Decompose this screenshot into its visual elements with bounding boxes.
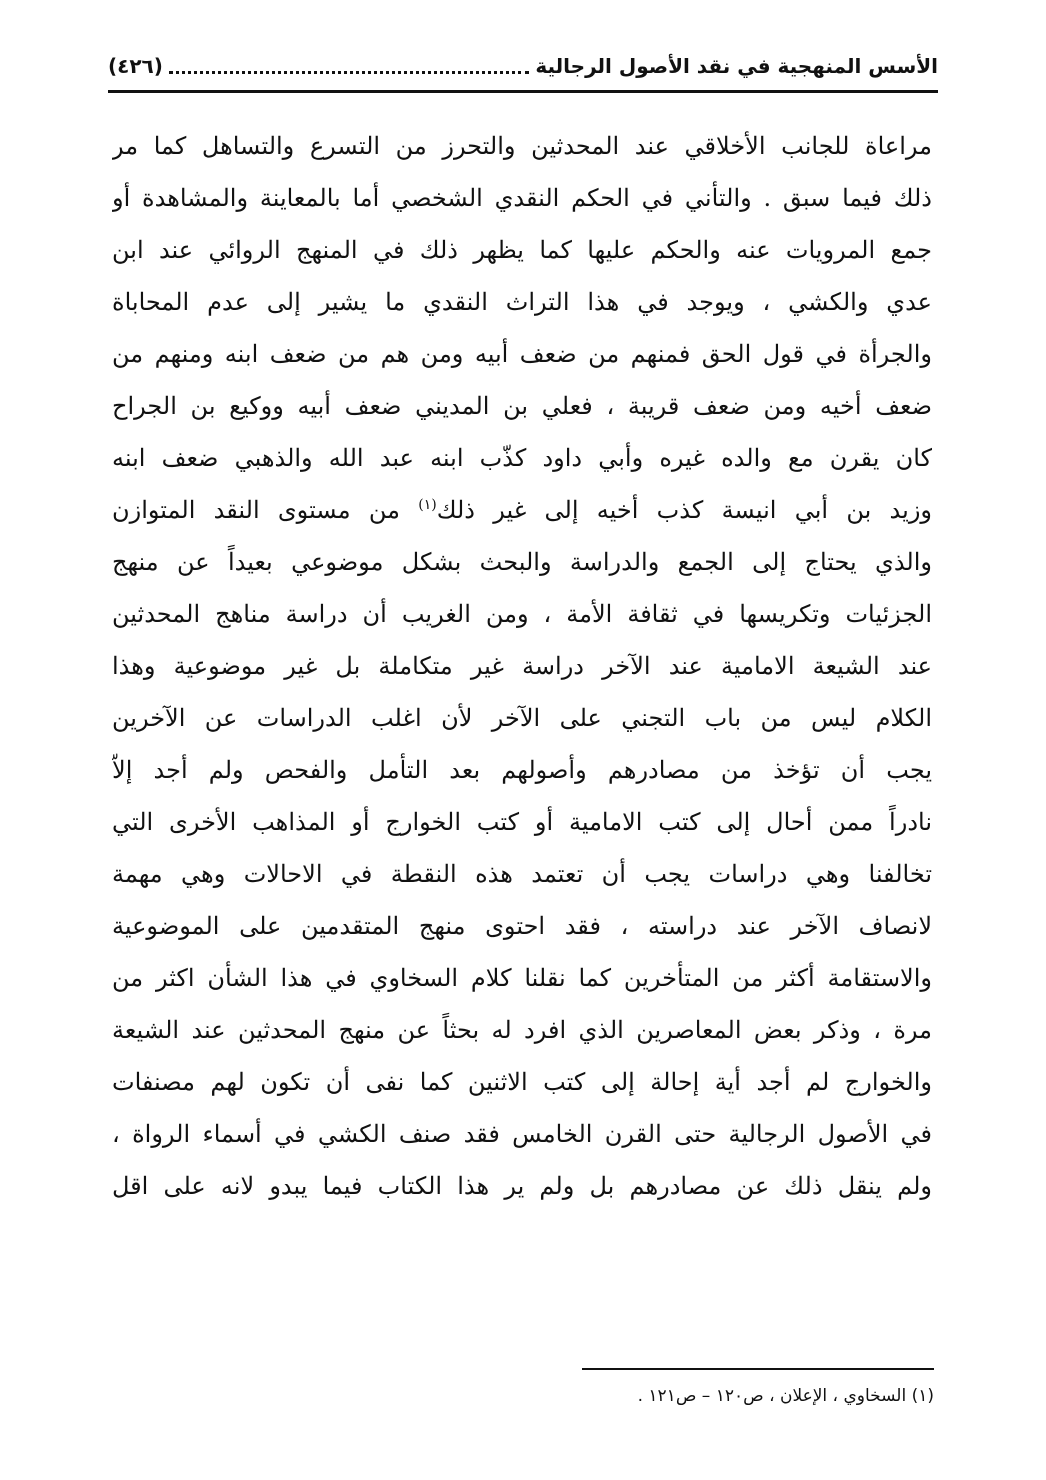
text-line-8-end: من مستوى النقد المتوازن: [112, 496, 400, 524]
text-line-19: والخوارج لم أجد أية إحالة إلى كتب الاثنين كما نفى أن تكون لهم مصنفات: [112, 1068, 932, 1096]
footnote: (١) السخاوي ، الإعلان ، ص١٢٠ – ص١٢١ .: [637, 1386, 934, 1406]
text-line-13: يجب أن تؤخذ من مصادرهم وأصولهم بعد التأمل والفحص ولم أجد إلاّ: [112, 756, 932, 784]
text-line-2: ذلك فيما سبق . والتأني في الحكم النقدي الشخصي أما بالمعاينة والمشاهدة أو: [112, 184, 932, 212]
text-line-6: ضعف أخيه ومن ضعف قريبة ، فعلي بن المديني ضعف أبيه ووكيع بن الجراح: [112, 392, 932, 420]
text-line-20: في الأصول الرجالية حتى القرن الخامس فقد صنف الكشي في أسماء الرواة ،: [112, 1120, 932, 1148]
text-line-9: والذي يحتاج إلى الجمع والدراسة والبحث بشكل موضوعي بعيداً عن منهج: [112, 548, 932, 576]
text-line-7: كان يقرن مع والده غيره وأبي داود كذّب ابنه عبد الله والذهبي ضعف ابنه: [112, 444, 932, 472]
text-line-15: تخالفنا وهي دراسات يجب أن تعتمد هذه النقطة في الاحالات وهي مهمة: [112, 860, 932, 888]
text-line-8-start: وزيد بن أبي انيسة كذب أخيه إلى غير ذلك: [436, 496, 932, 524]
footnote-reference[interactable]: (١): [418, 497, 437, 513]
footnote-separator: [582, 1368, 934, 1370]
text-line-11: عند الشيعة الامامية عند الآخر دراسة غير متكاملة بل غير موضوعية وهذا: [112, 652, 932, 680]
text-line-3: جمع المرويات عنه والحكم عليها كما يظهر ذلك في المنهج الروائي عند ابن: [112, 236, 932, 264]
text-line-1: مراعاة للجانب الأخلاقي عند المحدثين والتحرز من التسرع والتساهل كما مر: [112, 132, 932, 160]
text-line-8: [112, 484, 932, 536]
header-rule: [108, 90, 938, 93]
text-line-21: ولم ينقل ذلك عن مصادرهم بل ولم ير هذا الكتاب فيما يبدو لانه على اقل: [112, 1172, 932, 1200]
text-line-12: الكلام ليس من باب التجني على الآخر لأن اغلب الدراسات عن الآخرين: [112, 704, 932, 732]
header-title: الأسس المنهجية في نقد الأصول الرجالية: [535, 54, 938, 78]
running-header: [108, 44, 938, 88]
text-line-17: والاستقامة أكثر من المتأخرين كما نقلنا كلام السخاوي في هذا الشأن اكثر من: [112, 964, 932, 992]
text-line-14: نادراً ممن أحال إلى كتب الامامية أو كتب الخوارج أو المذاهب الأخرى التي: [112, 808, 932, 836]
header-dot-leader: [169, 59, 529, 74]
text-line-10: الجزئيات وتكريسها في ثقافة الأمة ، ومن الغريب أن دراسة مناهج المحدثين: [112, 600, 932, 628]
text-line-18: مرة ، وذكر بعض المعاصرين الذي افرد له بحثاً عن منهج المحدثين عند الشيعة: [112, 1016, 932, 1044]
text-line-16: لانصاف الآخر عند دراسته ، فقد احتوى منهج المتقدمين على الموضوعية: [112, 912, 932, 940]
text-line-5: والجرأة في قول الحق فمنهم من ضعف أبيه ومن هم من ضعف ابنه ومنهم من: [112, 340, 932, 368]
text-line-4: عدي والكشي ، ويوجد في هذا التراث النقدي ما يشير إلى عدم المحاباة: [112, 288, 932, 316]
page-number: (٤٢٦): [108, 54, 163, 78]
body-text: [112, 120, 932, 1212]
